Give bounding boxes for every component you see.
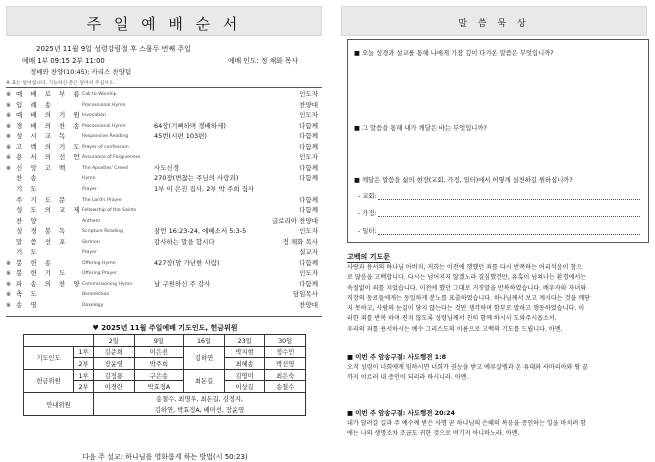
order-mark: ※ — [6, 164, 12, 172]
text-line: 오직 성령이 너희에게 임하시면 너희가 권능을 받고 예루살렘과 온 유대와 사마리아와 땅 끝 — [347, 364, 589, 371]
order-english: Hymn — [82, 176, 96, 182]
order-name: 봉 헌 송 — [16, 258, 54, 267]
order-english: Prayer — [82, 186, 97, 192]
order-english: Offering Hymn — [82, 260, 116, 266]
order-mark: ※ — [6, 259, 12, 267]
date-line: 2025년 11월 9일 성령강림절 후 스물두 번째 주일 — [36, 45, 191, 53]
session-cell: 1부 — [74, 346, 94, 358]
order-name: 말 씀 선 포 — [16, 237, 69, 246]
table-cell: 이경란 — [94, 381, 135, 393]
order-english: Call to Worship — [82, 92, 117, 97]
order-name: 찬 송 — [16, 174, 40, 183]
order-english: Invocation — [82, 113, 106, 119]
order-row — [6, 238, 322, 248]
row-label: 기도인도 — [24, 346, 74, 369]
order-leader: 다함께 — [299, 121, 318, 130]
table-cell: 송철수 — [265, 381, 306, 393]
next-week-text — [347, 419, 647, 440]
order-english: Offering Prayer — [82, 271, 117, 277]
order-name: 파 송 의 찬 양 — [16, 279, 83, 288]
header-blank-cell — [24, 335, 94, 347]
order-english: Processional Hymn — [82, 102, 126, 108]
table-cell: 박주희 — [134, 358, 184, 370]
order-row — [6, 280, 322, 290]
order-detail: 잠언 16:23-24, 에베소서 5:3-5 — [154, 227, 247, 236]
date-header: 2일 — [94, 335, 135, 347]
order-leader: 다함께 — [299, 163, 318, 172]
text-line: 지 못하고, 사람의 눈길이 닿지 않는다는 것만 생각하며 함부로 말하고 행동하였습니다. 이 — [347, 305, 585, 313]
table-cell: 최돈길 — [184, 369, 225, 392]
order-mark: ※ — [6, 291, 12, 299]
order-english: Commissioning Hymn — [82, 281, 133, 287]
text-line: 사랑과 용서의 하나님 아버지, 저희는 이전에 행했던 죄를 다시 반복하는 어리석음이 참으 — [347, 264, 583, 271]
order-row — [6, 143, 322, 153]
order-row — [6, 206, 322, 216]
order-row — [6, 132, 322, 142]
order-name: 찬 양 — [16, 216, 40, 225]
work-label: - 일터: — [358, 228, 377, 235]
order-leader: 인도자 — [299, 269, 318, 278]
order-english: Scripture Reading — [82, 229, 123, 235]
confession-text — [347, 263, 647, 335]
order-name: 기 도 — [16, 184, 40, 193]
order-detail: 45번(시편 103편) — [154, 132, 207, 141]
order-english: Processional Hymn — [82, 123, 126, 129]
table-cell: 박선영 — [265, 358, 306, 370]
order-name: 성 경 봉 독 — [16, 227, 69, 236]
order-english: Benediction — [82, 292, 110, 298]
order-detail: 사도신경 — [154, 163, 180, 172]
order-mark: ※ — [6, 270, 12, 278]
next-sermon: 다음 주 설교: 하나님을 영화롭게 하는 방법(시 50:23) — [82, 453, 248, 461]
order-leader: 다함께 — [299, 258, 318, 267]
standing-note: ※ 표는 일어섭니다. 기능하신 분은 일어서 주십시오. — [6, 81, 115, 86]
order-row — [6, 122, 322, 132]
order-leader: 설교자 — [299, 248, 318, 257]
session-cell: 2부 — [74, 381, 94, 393]
order-row — [6, 217, 322, 227]
order-row — [6, 101, 322, 111]
date-header: 16일 — [184, 335, 225, 347]
order-leader: 글로리아 찬양대 — [271, 216, 318, 225]
order-detail: 64장(기뻐하며 경배하세) — [154, 121, 226, 130]
order-leader: 인도자 — [299, 111, 318, 120]
order-leader: 다함께 — [299, 279, 318, 288]
order-leader: 인도자 — [299, 153, 318, 162]
order-english: Anthem — [82, 218, 101, 224]
church-label: - 교회: — [358, 193, 377, 200]
order-leader: 다함께 — [299, 206, 318, 215]
order-name: 주 기 도 문 — [16, 195, 69, 204]
order-detail: 427장(맘 가난한 사람) — [154, 258, 220, 267]
home-label: - 가정: — [358, 210, 377, 217]
order-english: Prayer of confession — [82, 144, 129, 150]
order-mark: ※ — [6, 133, 12, 141]
service-leader: 예배 인도: 정 채화 목사 — [228, 57, 299, 65]
title-banner — [6, 6, 322, 36]
text-line: 내가 달려갈 길과 주 예수께 받은 사명 곧 하나님의 은혜의 복음을 증언하는 일을 마치려 함 — [347, 420, 587, 427]
confession-title: 고백의 기도문 — [347, 253, 391, 261]
table-cell: 이은진 — [134, 346, 184, 358]
text-line: 직장의 동료들에게는 동일하게 분노를 표출하였습니다. 하나님께서 보고 계시다는 것을 깨닫 — [347, 294, 591, 302]
row-label: 헌금위원 — [24, 369, 74, 392]
text-line: 속절없이 죄를 지었습니다. 이전에 했던 그대로 거짓말을 반복하였습니다. 배우자와 자녀와 — [347, 284, 587, 292]
meditation-banner — [341, 6, 647, 36]
order-english: The Lord's Prayer — [82, 197, 122, 203]
order-name: 입 례 송 — [16, 100, 54, 109]
order-name: 성 도 의 교 제 — [16, 206, 83, 215]
order-row — [6, 301, 322, 311]
next-week-verse: ■ 이번 주 암송구절: 사도행전 20:24 — [347, 409, 455, 417]
question-1: ■ 오늘 성경과 설교를 통해 나에게 가장 깊이 다가온 말씀은 무엇입니까? — [354, 50, 554, 57]
order-leader: 찬양대 — [299, 301, 318, 309]
answer-line[interactable] — [378, 234, 640, 235]
table-row — [24, 392, 306, 404]
divider — [6, 316, 322, 317]
question-2: ■ 그 말씀을 통해 내가 깨달은 바는 무엇입니까? — [354, 125, 487, 132]
order-row — [6, 164, 322, 174]
table-cell: 김준희 — [94, 346, 135, 358]
text-line: 에는 나의 생명조차 조금도 귀한 것으로 여기지 아니하노라. 아멘. — [347, 430, 520, 438]
order-english: The Apostles' Creed — [82, 165, 128, 171]
this-week-verse: ■ 이번 주 암송구절: 사도행전 1:8 — [347, 353, 447, 361]
order-leader: 인도자 — [299, 90, 318, 98]
order-english: Prayer — [82, 250, 97, 256]
order-leader: 담임목사 — [292, 290, 318, 299]
order-name: 고 백 의 기 도 — [16, 142, 83, 151]
order-row — [6, 111, 322, 121]
this-week-text — [347, 363, 647, 384]
guide-cell: 송철수, 최명우, 최돈길, 김정자, — [94, 392, 306, 404]
order-row — [6, 196, 322, 206]
row-label: 안내위원 — [24, 392, 94, 415]
order-row — [6, 174, 322, 184]
order-leader: 다함께 — [299, 132, 318, 141]
order-name: 신 앙 고 백 — [16, 163, 69, 172]
table-header-row — [24, 335, 306, 347]
order-mark: ※ — [6, 101, 12, 109]
order-mark: ※ — [6, 91, 12, 98]
service-times: 예배 1부 09:15 2부 11:00 — [22, 57, 105, 65]
order-mark: ※ — [6, 122, 12, 130]
table-cell: 최은숙 — [265, 369, 306, 381]
text-line: 로 많음을 고백합니다. 다시는 넘어지지 않겠노라 결심했건만, 유혹이 넘쳐나는 환경에서는 — [347, 274, 587, 282]
session-cell: 2부 — [74, 358, 94, 370]
order-row — [6, 153, 322, 163]
table-cell: 정수민 — [265, 346, 306, 358]
order-name: 예 배 로 부 름 — [16, 90, 83, 98]
order-name: 경 배 의 찬 송 — [16, 121, 83, 130]
order-leader: 다함께 — [299, 195, 318, 204]
table-cell: 김영미 — [224, 369, 265, 381]
table-cell: 박효정A — [134, 381, 184, 393]
order-name: 기 도 — [16, 248, 40, 257]
order-english: Sermon — [82, 239, 100, 245]
order-mark: ※ — [6, 112, 12, 120]
order-detail: 날 구원하신 주 감사 — [154, 279, 211, 288]
order-mark: ※ — [6, 302, 12, 309]
praise-time: 경배와 찬양(10:45): 카리스 찬양팀 — [30, 68, 132, 76]
order-row — [6, 185, 322, 195]
order-leader: 다함께 — [299, 142, 318, 151]
meditation-title: 말 씀 묵 상 — [458, 19, 530, 29]
table-cell: 김정룡 — [94, 369, 135, 381]
table-cell: 최혜송 — [224, 358, 265, 370]
order-mark: ※ — [6, 280, 12, 288]
text-line: 러한 죄를 반복 하며 진지 않도록 성령님께서 친히 함께 하시사 도와주시옵소서. — [347, 315, 557, 323]
order-row — [6, 259, 322, 269]
table-row — [24, 369, 306, 381]
order-name: 축 도 — [16, 290, 40, 299]
text-line: 우리의 죄를 용서하시는 예수 그리스도의 이름으로 고백의 기도를 드립니다. 아멘. — [347, 325, 563, 333]
question-3: ■ 깨달은 말씀을 삶의 현장(교회, 가정, 일터)에서 어떻게 실천하길 원하십니까? — [354, 177, 573, 184]
table-cell: 박지현 — [224, 346, 265, 358]
duty-table — [23, 334, 306, 416]
order-english: Responsive Reading — [82, 134, 129, 140]
order-english: Fellowship of the Saints — [82, 208, 137, 214]
order-mark: ※ — [6, 154, 12, 162]
answer-line[interactable] — [378, 199, 640, 200]
guide-cell: 김하연, 박효정A, 배미선, 장윤영 — [94, 404, 306, 416]
date-header: 30일 — [265, 335, 306, 347]
order-mark: ※ — [6, 143, 12, 151]
reflection-box — [347, 39, 649, 243]
table-cell: 장윤영 — [94, 358, 135, 370]
order-name: 성 시 교 독 — [16, 132, 69, 141]
table-cell: 이상길 — [224, 381, 265, 393]
meditation-panel — [337, 0, 655, 462]
page-title: 주 일 예 배 순 서 — [86, 15, 242, 33]
order-name: 예 배 의 기 원 — [16, 111, 83, 120]
order-leader: 찬양대 — [299, 100, 318, 109]
order-name: 송 영 — [16, 301, 40, 309]
session-cell: 1부 — [74, 369, 94, 381]
order-name: 봉 헌 기 도 — [16, 269, 69, 278]
date-header: 9일 — [134, 335, 184, 347]
order-row — [6, 90, 322, 100]
table-cell: 김하연 — [184, 346, 225, 369]
answer-line[interactable] — [378, 216, 640, 217]
calendar-title: ♥ 2025년 11월 주일예배 기도인도, 헌금위원 — [92, 324, 238, 332]
order-row — [6, 248, 322, 258]
order-leader: 다함께 — [299, 174, 318, 183]
order-row — [6, 269, 322, 279]
order-english: Assurance of Forgiveness — [82, 155, 141, 161]
order-leader: 정 채화 목사 — [282, 237, 318, 246]
order-detail: 감사하는 말을 합시다 — [154, 237, 215, 246]
divider — [6, 87, 322, 88]
table-row — [24, 346, 306, 358]
order-detail: 1부 이 은진 집사, 2부 박 주희 집사 — [154, 184, 255, 193]
text-line: 까지 이르러 내 증인이 되리라 하시니라. 아멘. — [347, 374, 469, 382]
order-name: 용 서 의 선 언 — [16, 153, 83, 162]
table-cell: 구은송 — [134, 369, 184, 381]
order-english: Doxology — [82, 303, 104, 308]
order-leader: 인도자 — [299, 227, 318, 236]
order-row — [6, 290, 322, 300]
order-row — [6, 227, 322, 237]
order-detail: 270장(변찮는 주님의 사랑과) — [154, 174, 239, 183]
date-header: 23일 — [224, 335, 265, 347]
